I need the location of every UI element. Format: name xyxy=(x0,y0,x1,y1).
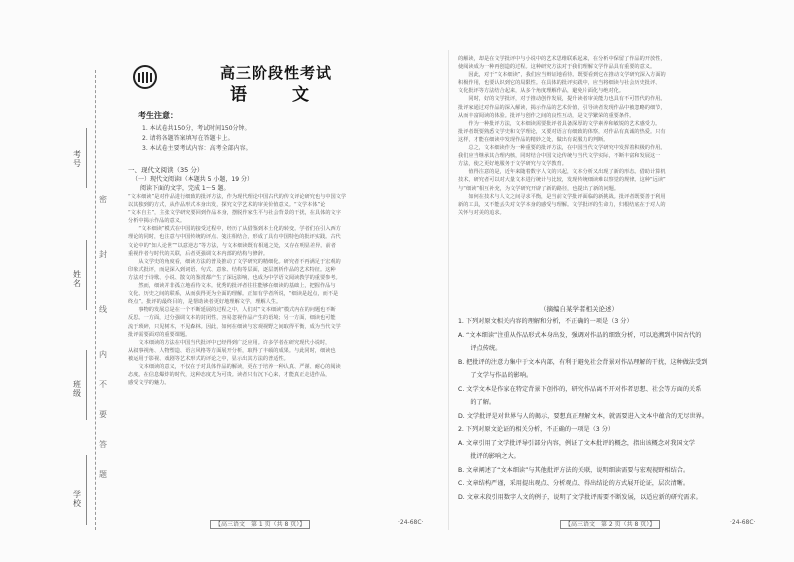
passage-line: 文论中的“知人论世”“以意逆志”等方法，与文本细读既有相通之处，又存在明显差异。前者 xyxy=(128,242,336,249)
passage-line: 反思。一方面，过分强调文本的封闭性，容易忽视作品产生的语境；另一方面，细读也可能 xyxy=(128,315,336,322)
seal-word: 答 xyxy=(99,440,107,449)
passage-line: 与“细读”相互补充，为文学研究开辟了新的路径，也提出了新的问题。 xyxy=(458,185,620,192)
passage-line: 关怀与对美的追求。 xyxy=(458,209,505,216)
question-line: D. 文学批评是对世界与人的揭示，要想真正理解文本，就需要进入文本中蕴含的无尽世界。 xyxy=(458,412,709,420)
seal-word: 题 xyxy=(99,470,107,479)
passage-line: 然而，细读并非孤立地看待文本。优秀的批评者往往能够在细读的基础上，把握作品与 xyxy=(128,283,336,290)
passage-line: 总之，文本细读作为一种重要的批评方法，在中国当代文学研究中发挥着积极的作用。 xyxy=(458,145,666,152)
passage-line: 以其独到的方式，从作品形式本身出发，探究文学艺术的审美价值意义。“文学本体”论 xyxy=(128,202,326,209)
passage-line: 文本细读的方法在中国当代批评中已经得到广泛应用。许多学者在研究现代小说时， xyxy=(128,339,331,346)
passage-line: 新的工具，又不能丢失对文学本身的感受与理解。文学批评的生命力，归根结底在于对人的 xyxy=(458,201,666,208)
passage-line: 使阅读成为一种再创造的过程。这种研究方法对于我们理解文学作品具有重要的意义。 xyxy=(458,64,656,71)
school-blank[interactable] xyxy=(86,455,87,525)
footer-right-code: ·24-68C· xyxy=(730,519,756,526)
exam-no-blank[interactable] xyxy=(86,128,87,188)
passage-line: 理论的同时，也注意与中国传统的评点、笺注相结合，形成了具有中国特色的批评实践。古代 xyxy=(128,234,341,241)
passage-line: 文本细读的意义，不仅在于对具体作品的解读，更在于培养一种认真、严谨、耐心的阅读 xyxy=(128,363,341,370)
passage-line: 作为一种批评方法，文本细读需要批评者具备深厚的文学素养和敏锐的艺术感受力。 xyxy=(458,120,661,127)
school-label: 学校 xyxy=(73,490,81,508)
subsection-heading: （一）现代文阅读Ⅰ（本题共 5 小题，19 分） xyxy=(132,176,253,183)
question-line: 的了解。 xyxy=(458,399,496,406)
passage-line: 感受文学的魅力。 xyxy=(128,380,170,387)
source-note: （摘编自某学者相关论述） xyxy=(540,305,618,313)
class-label: 班级 xyxy=(73,380,81,398)
passage-line: 从而丰富阅读的体验。批评与创作之间的良性互动，是文学繁荣的重要条件。 xyxy=(458,112,635,119)
passage-line: 批评家通过对作品的深入解读，揭示作品的艺术价值，引导读者发现作品中被忽略的细节， xyxy=(458,104,666,111)
exam-subject: 语 文 xyxy=(230,85,323,105)
seal-word: 封 xyxy=(99,250,107,259)
passage-line: 我们应当继承其合理内核，同时结合中国文论传统与当代文学实际，不断丰富和发展这一 xyxy=(458,153,661,160)
passage-line: 批评者既要熟悉文学史和文学理论，又要对语言有细致的体察，对作品有真诚的热爱。只有 xyxy=(458,128,666,135)
seal-word: 内 xyxy=(99,350,107,359)
passage-line: 重视作者与时代的关联，后者更强调文本内部的结构与修辞。 xyxy=(128,250,269,257)
passage-line: 印象式批评，而是深入到词语、句式、意象、结构等层面，逐层剖析作品的艺术特征。这种 xyxy=(128,266,336,273)
exam-title: 高三阶段性考试 xyxy=(220,64,333,82)
page-fold xyxy=(448,50,449,530)
notice-title: 考生注意： xyxy=(138,111,178,120)
question-line: 批评的影响之大。 xyxy=(458,453,520,460)
reading-instruction: 阅读下面的文字，完成 1～5 题。 xyxy=(140,185,230,192)
question-line: A. 文章引用了文学批评导引部分内容，例证了文本批评的概念，指出该概念对我国文学 xyxy=(458,439,695,447)
question-line: B. 文章阐述了“文本细读”与其他批评方法的关联，说明细读需要与宏观视野相结合。 xyxy=(458,466,690,474)
seal-word: 要 xyxy=(99,410,107,419)
footer-right-label: 【高三语文 第 2 页（共 8 页）】 xyxy=(560,519,660,528)
passage-line: 批评需要面对的重要课题。 xyxy=(128,331,191,338)
seal-word: 不 xyxy=(99,380,107,389)
passage-right xyxy=(458,55,770,301)
passage-line: 从文学史的角度看，细读方法的普及推动了文学研究的精细化。研究者不再满足于宏观的 xyxy=(128,258,341,265)
passage-line: “文本细读”是对作品进行细致的批评方法，作为现代理论中国古代的传文评论研究也与中国文学 xyxy=(128,194,347,200)
passage-line: 这样，才能在细读中发现作品的精妙之处，做出有说服力的判断。 xyxy=(458,136,609,143)
passage-line: 被运用于影视、戏剧等艺术形式的评论之中，显示出其方法的普适性。 xyxy=(128,355,289,362)
footer-left-code: ·24-68C· xyxy=(398,519,424,526)
passage-left xyxy=(128,193,438,515)
class-blank[interactable] xyxy=(86,350,87,420)
passage-line: 积极作用，也要认识到它的局限性。在具体的批评实践中，应当将细读与社会历史批评、 xyxy=(458,80,661,87)
question-line: B. 把批评的注意力集中于文本内部，有利于避免社会背景对作品理解的干扰，这种做法受到 xyxy=(458,358,708,366)
name-label: 姓名 xyxy=(73,270,81,288)
question-line: A. “文本细读”注重从作品形式本身出发，强调对作品的细致分析，可以追溯到中国古代的 xyxy=(458,331,702,339)
passage-line: 分析中揭示作品的意义。 xyxy=(128,218,186,225)
passage-line: 技术，研究者可以对大量文本进行统计与比较，发现传统细读难以察觉的规律。这种“远读” xyxy=(458,177,666,184)
question-line: C. 文学文本是作家在特定背景下创作的，研究作品离不开对作者思想、社会等方面的关系 xyxy=(458,385,702,393)
seal-word: 线 xyxy=(99,305,107,314)
passage-line: “文本自主”，主张文学研究要回到作品本身，摆脱作家生平与社会背景的干扰，在具体的文字 xyxy=(128,210,341,217)
name-blank[interactable] xyxy=(86,240,87,310)
passage-line: 态度。在信息爆炸的时代，这种态度尤为可贵。读者只有沉下心来，才能真正走进作品， xyxy=(128,372,331,379)
passage-line: 从叙事视角、人物塑造、语言风格等方面展开分析，取得了丰硕的成果。与此同时，细读也 xyxy=(128,347,336,354)
passage-line: 如何在技术与人文之间寻求平衡，是当前文学批评面临的新挑战。批评者既要善于利用 xyxy=(458,193,666,200)
section-heading: 一、现代文阅读（35 分） xyxy=(128,166,204,174)
passage-line: 方法对于诗歌、小说、散文的鉴赏都产生了深远影响，也成为中学语文阅读教学的重要参考。 xyxy=(128,274,341,281)
binding-strip xyxy=(0,0,118,562)
seal-word: 密 xyxy=(99,195,107,204)
passage-line: 同时，好的文学批评，对于推动创作发展，提升读者审美能力也具有不可替代的作用。 xyxy=(458,96,666,103)
passage-line: 文化批评等方法结合起来，从多个角度理解作品，避免片面化与绝对化。 xyxy=(458,88,625,95)
passage-line: 因此，对于“文本细读”，我们应当辩证地看待。既要看到它在推动文学研究深入方面的 xyxy=(458,72,666,79)
passage-line: 的解读，却是在文学批评中与小说中的艺术思维联系起来，在分析中保留了作品的开放性， xyxy=(458,56,666,62)
publisher-logo-icon xyxy=(132,64,158,90)
passage-line: 方法，使之更好地服务于文学研究与文学教育。 xyxy=(458,161,567,168)
passage-line: 流于琐碎，只见树木，不见森林。因此，如何在细读与宏观视野之间取得平衡，成为当代文学 xyxy=(128,323,341,330)
passage-line: 事物的发展总是在一个不断延展的过程之中，人们对“文本细读”模式内在的问题也不断 xyxy=(128,307,336,314)
notice-item: 2. 请将各题答案填写在答题卡上。 xyxy=(142,135,234,142)
question-line: 了文学与作品的影响。 xyxy=(458,372,533,379)
notice-item: 1. 本试卷共150分，考试时间150分钟。 xyxy=(142,125,251,132)
exam-no-label: 考号 xyxy=(73,150,81,168)
seal-dotted-line xyxy=(95,70,97,530)
question-line: D. 文章末段引用数字人文的例子，说明了文学批评需要不断发展，以适应新的研究需求。 xyxy=(458,493,702,501)
footer-left-label: 【高三语文 第 1 页（共 8 页）】 xyxy=(210,519,310,528)
question-line: C. 文章结构严谨，采用提出观点、分析观点、得出结论的方式展开论证，层次清晰。 xyxy=(458,480,690,487)
passage-line: 终点”。批评的最终目的，是帮助读者更好地理解文学，理解人生。 xyxy=(128,299,282,306)
passage-line: 值得注意的是，近年来随着数字人文的兴起，文本分析又出现了新的形态。借助计算机 xyxy=(458,169,666,176)
question-line: 1. 下列对原文相关内容的理解和分析，不正确的一项是（3 分） xyxy=(458,318,633,325)
passage-line: “文本细读”模式在中国的接受过程中，经历了从借鉴到本土化的转变。学者们在引入西方 xyxy=(128,226,341,233)
notice-item: 3. 本试卷主要考试内容：高考全部内容。 xyxy=(142,145,252,152)
question-line: 2. 下列对原文论证的相关分析，不正确的一项是（3 分） xyxy=(458,426,615,433)
question-line: 评点传统。 xyxy=(458,345,502,352)
passage-line: 文化、历史之间的联系，从而获得更为全面的理解。正如有学者所说，“细读是起点，而不是 xyxy=(128,291,339,298)
